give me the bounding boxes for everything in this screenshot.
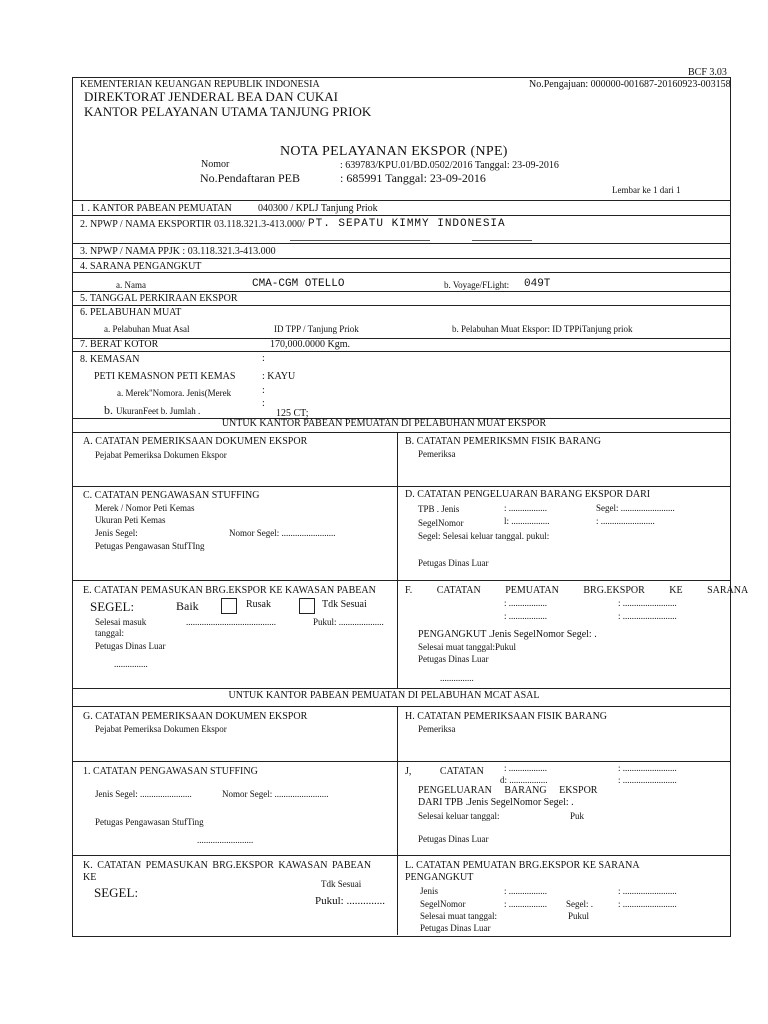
- field-2-value: PT. SEPATU KIMMY INDONESIA: [308, 218, 506, 230]
- field-6: 6. PELABUHAN MUAT: [80, 307, 182, 318]
- block-l-title-2: PENGANGKUT: [405, 872, 474, 883]
- field-1-value: 040300 / KPLJ Tanjung Priok: [258, 203, 378, 214]
- block-k-tdk: Tdk Sesuai: [321, 879, 362, 889]
- block-k-segel: SEGEL:: [94, 885, 139, 900]
- block-h-sub: Pemeriksa: [418, 724, 456, 734]
- block-f-line-4: ...............: [440, 673, 474, 683]
- block-l-line-2r: : ........................: [618, 899, 677, 909]
- block-l-line-2v: : .................: [504, 899, 548, 909]
- block-l-line-3r: Pukul: [568, 911, 590, 921]
- block-i-line-2: Petugas Pengawasan StufTing: [95, 817, 204, 827]
- block-k-pukul: Pukul: ..............: [315, 895, 385, 907]
- office-name: KANTOR PELAYANAN UTAMA TANJUNG PRIOK: [84, 104, 372, 119]
- directorate-name: DIREKTORAT JENDERAL BEA DAN CUKAI: [84, 89, 338, 104]
- field-8-merek: a. Merek"Nomora. Jenis(Merek: [117, 388, 232, 398]
- page-title: NOTA PELAYANAN EKSPOR (NPE): [280, 144, 508, 159]
- block-i-title: 1. CATATAN PENGAWASAN STUFFING: [83, 766, 258, 777]
- block-l-line-3: Selesai muat tanggal:: [420, 911, 497, 921]
- submission-number: No.Pengajuan: 000000-001687-20160923-003158: [529, 79, 731, 90]
- block-i-line-1b: Nomor Segel: ........................: [222, 789, 329, 799]
- block-d-line-1: TPB . Jenis: [418, 504, 460, 514]
- block-d-line-2r: : ........................: [596, 516, 655, 526]
- block-k-title-2: KE: [83, 872, 97, 883]
- field-7-label: 7. BERAT KOTOR: [80, 339, 159, 350]
- block-f-d1r: : ........................: [618, 598, 677, 608]
- block-c-title: C. CATATAN PENGAWASAN STUFFING: [83, 490, 260, 501]
- block-e-line-1r: Pukul: ....................: [313, 617, 384, 627]
- block-d-line-2: SegelNomor: [418, 518, 464, 528]
- checkbox-rusak[interactable]: [221, 598, 237, 614]
- block-j-line-1: PENGELUARAN BARANG EKSPOR: [418, 785, 598, 796]
- block-f-line-1: PENGANGKUT .Jenis SegelNomor Segel: .: [418, 629, 597, 640]
- field-6a-label: a. Pelabuhan Muat Asal: [104, 324, 190, 334]
- block-c-line-4: Petugas Pengawasan StufTIng: [95, 541, 205, 551]
- block-f-line-2: Selesai muat tanggal:Pukul: [418, 642, 516, 652]
- field-3: 3. NPWP / NAMA PPJK : 03.118.321.3-413.000: [80, 246, 276, 257]
- peb-label: No.Pendaftaran PEB: [200, 171, 300, 185]
- block-f-line-3: Petugas Dinas Luar: [418, 654, 489, 664]
- block-j-title: J, CATATAN: [405, 766, 484, 777]
- field-4b-label: b. Voyage/FLight:: [444, 280, 510, 290]
- field-8-jumlah-label: UkuranFeet b. Jumlah .: [116, 406, 201, 416]
- block-l-line-1v: : .................: [504, 886, 548, 896]
- block-l-line-2: SegelNomor: [420, 899, 466, 909]
- field-6b: b. Pelabuhan Muat Ekspor: ID TPPiTanjung priok: [452, 324, 633, 334]
- block-f-d2r: : ........................: [618, 611, 677, 621]
- block-f-d1: : .................: [504, 598, 548, 608]
- section-2-title: UNTUK KANTOR PABEAN PEMUATAN DI PELABUHAN MCAT ASAL: [228, 690, 540, 701]
- block-i-line-3: .........................: [197, 835, 254, 845]
- nomor-value: : 639783/KPU.01/BD.0502/2016 Tanggal: 23-09-2016: [340, 160, 559, 171]
- block-b-sub: Pemeriksa: [418, 449, 456, 459]
- section-1-title: UNTUK KANTOR PABEAN PEMUATAN DI PELABUHAN MUAT EKSPOR: [221, 418, 547, 429]
- block-e-rusak: Rusak: [246, 599, 271, 610]
- block-k-title: K. CATATAN PEMASUKAN BRG.EKSPOR KAWASAN PABEAN: [83, 860, 372, 871]
- sheet-number: Lembar ke 1 dari 1: [612, 185, 681, 195]
- block-j-line-4: Petugas Dinas Luar: [418, 834, 489, 844]
- block-l-line-1r: : ........................: [618, 886, 677, 896]
- block-i-line-1: Jenis Segel: .......................: [95, 789, 192, 799]
- checkbox-tdk-sesuai[interactable]: [299, 598, 315, 614]
- block-j-d1: : .................: [504, 763, 548, 773]
- block-e-line-2: tanggal:: [95, 628, 124, 638]
- block-j-d2r: : ........................: [618, 775, 677, 785]
- field-7-value: 170,000.0000 Kgm.: [270, 339, 350, 350]
- field-6a-value: ID TPP / Tanjung Priok: [274, 324, 359, 334]
- block-e-title: E. CATATAN PEMASUKAN BRG.EKSPOR KE KAWASAN PABEAN: [83, 585, 376, 596]
- block-d-line-1r: Segel: ........................: [596, 503, 675, 513]
- field-8-kayu: : KAYU: [262, 371, 296, 382]
- block-j-line-3r: Puk: [570, 811, 585, 821]
- block-c-line-3: Jenis Segel:: [95, 528, 138, 538]
- block-l-line-1: Jenis: [420, 886, 438, 896]
- block-j-d1r: : ........................: [618, 763, 677, 773]
- field-5: 5. TANGGAL PERKIRAAN EKSPOR: [80, 293, 238, 304]
- block-e-line-3: Petugas Dinas Luar: [95, 641, 166, 651]
- field-8-b: b.: [104, 403, 113, 417]
- field-8-peti: PETI KEMASNON PETI KEMAS: [94, 371, 236, 382]
- block-f-title: F. CATATAN PEMUATAN BRG.EKSPOR KE SARANA: [405, 585, 749, 596]
- block-d-line-2v: l: .................: [504, 516, 550, 526]
- block-g-title: G. CATATAN PEMERIKSAAN DOKUMEN EKSPOR: [83, 711, 308, 722]
- block-e-baik: Baik: [176, 599, 199, 613]
- block-a-sub: Pejabat Pemeriksa Dokumen Ekspor: [95, 450, 227, 460]
- peb-value: : 685991 Tanggal: 23-09-2016: [340, 171, 486, 185]
- field-1-label: 1 . KANTOR PABEAN PEMUATAN: [80, 203, 232, 214]
- field-4b-value: 049T: [524, 278, 551, 290]
- block-e-line-1v: ........................................: [186, 617, 276, 627]
- block-g-sub: Pejabat Pemeriksa Dokumen Ekspor: [95, 724, 227, 734]
- block-j-line-2: DARI TPB .Jenis SegelNomor Segel: .: [418, 797, 574, 808]
- field-4: 4. SARANA PENGANGKUT: [80, 261, 202, 272]
- field-4a-label: a. Nama: [116, 280, 146, 290]
- field-4a-value: CMA-CGM OTELLO: [252, 278, 345, 290]
- field-8: 8. KEMASAN: [80, 354, 140, 365]
- block-j-d2: d: .................: [500, 775, 548, 785]
- nomor-label: Nomor: [201, 159, 230, 170]
- block-c-line-2: Ukuran Peti Kemas: [95, 515, 166, 525]
- block-d-line-1v: : .................: [504, 503, 548, 513]
- ministry-name: KEMENTERIAN KEUANGAN REPUBLIK INDONESIA: [80, 79, 320, 90]
- block-f-d2: : .................: [504, 611, 548, 621]
- block-l-line-2m: Segel: .: [566, 899, 593, 909]
- block-d-line-4: Petugas Dinas Luar: [418, 558, 489, 568]
- block-d-line-3: Segel: Selesai keluar tanggal. pukul:: [418, 531, 550, 541]
- form-code: BCF 3.03: [688, 67, 727, 78]
- field-8-colon: :: [262, 353, 265, 364]
- block-l-line-4: Petugas Dinas Luar: [420, 923, 491, 933]
- block-e-segel: SEGEL:: [90, 599, 135, 614]
- block-c-line-3b: Nomor Segel: ........................: [229, 528, 336, 538]
- block-h-title: H. CATATAN PEMERIKSAAN FISIK BARANG: [405, 711, 608, 722]
- block-l-title: L. CATATAN PEMUATAN BRG.EKSPOR KE SARANA: [405, 860, 640, 871]
- block-a-title: A. CATATAN PEMERIKSAAN DOKUMEN EKSPOR: [83, 436, 308, 447]
- block-e-line-4: ...............: [114, 659, 148, 669]
- block-e-line-1: Selesai masuk: [95, 617, 147, 627]
- block-c-line-1: Merek / Nomor Peti Kemas: [95, 503, 195, 513]
- block-d-title: D. CATATAN PENGELUARAN BARANG EKSPOR DARI: [405, 489, 651, 500]
- block-b-title: B. CATATAN PEMERIKSMN FISIK BARANG: [405, 436, 601, 447]
- block-e-tdk: Tdk Sesuai: [322, 599, 367, 610]
- field-2-label: 2. NPWP / NAMA EKSPORTIR 03.118.321.3-413.000/: [80, 219, 305, 230]
- field-8-jumlah-value: 125 CT;: [276, 408, 309, 419]
- block-j-line-3: Selesai keluar tanggal:: [418, 811, 500, 821]
